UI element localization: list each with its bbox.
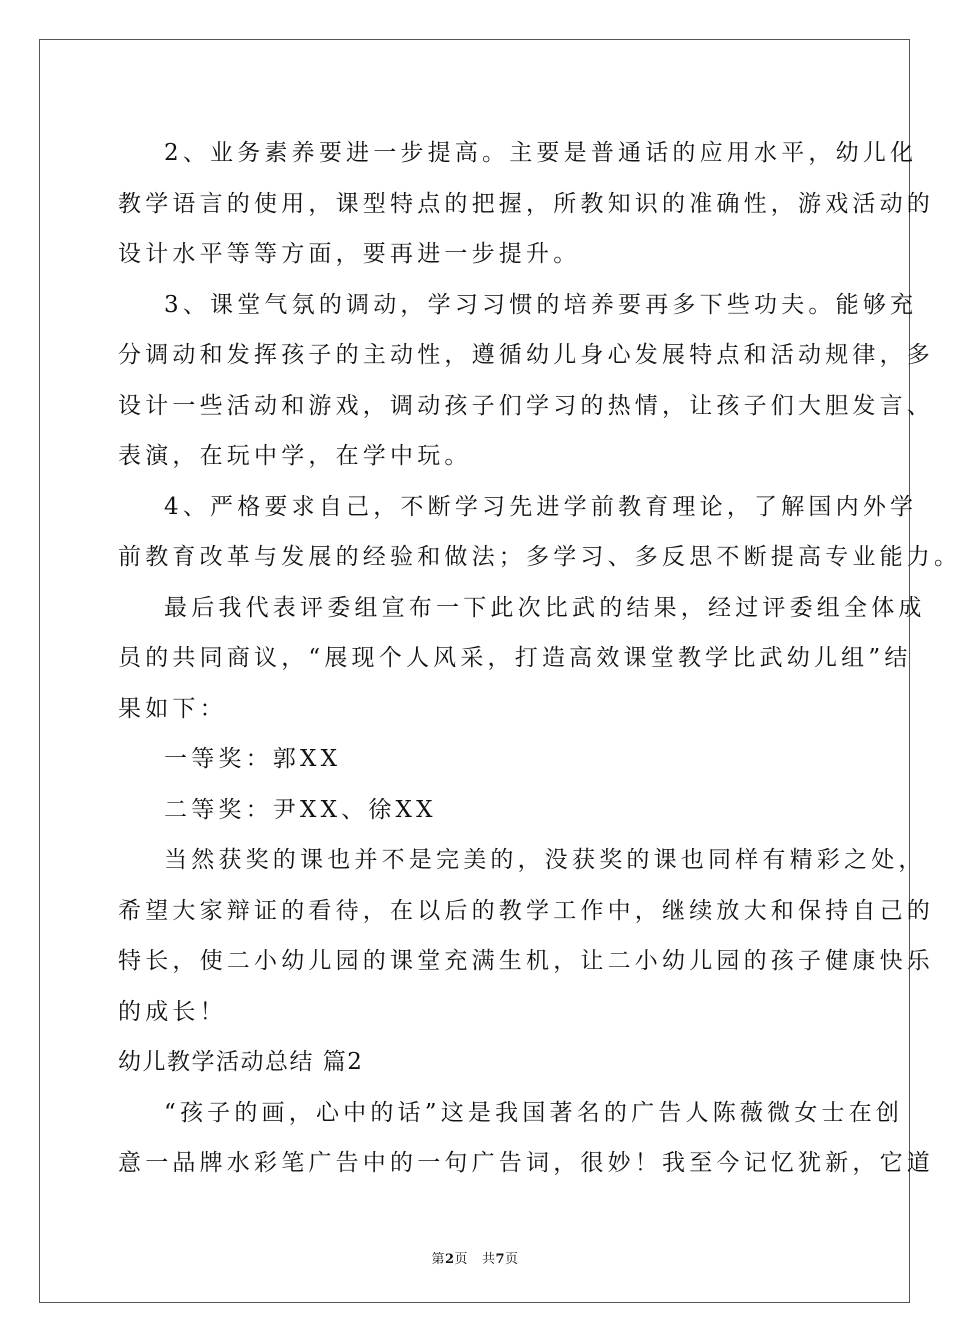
paragraph-line: 表演，在玩中学，在学中玩。 bbox=[118, 443, 472, 469]
paragraph-line: 前教育改革与发展的经验和做法；多学习、多反思不断提高专业能力。 bbox=[118, 544, 961, 570]
paragraph-line: “孩子的画，心中的话”这是我国著名的广告人陈薇微女士在创 bbox=[164, 1099, 904, 1126]
paragraph-line: 特长，使二小幼儿园的课堂充满生机，让二小幼儿园的孩子健康快乐 bbox=[118, 948, 934, 974]
total-prefix: 共 bbox=[481, 1252, 496, 1267]
paragraph-line: 设计水平等等方面，要再进一步提升。 bbox=[118, 241, 581, 267]
paragraph-line: 3、课堂气氛的调动，学习习惯的培养要再多下些功夫。能够充 bbox=[164, 291, 918, 318]
page-suffix: 页 bbox=[454, 1252, 469, 1267]
total-pages: 7 bbox=[495, 1252, 506, 1267]
document-body bbox=[118, 128, 961, 1189]
paragraph-line: 果如下： bbox=[118, 695, 227, 722]
paragraph-line: 设计一些活动和游戏，调动孩子们学习的热情，让孩子们大胆发言、 bbox=[118, 392, 934, 419]
paragraph-line: 2、业务素养要进一步提高。主要是普通话的应用水平，幼儿化 bbox=[164, 140, 918, 166]
section-heading: 幼儿教学活动总结 篇2 bbox=[118, 1049, 364, 1075]
paragraph-line: 意一品牌水彩笔广告中的一句广告词，很妙！我至今记忆犹新，它道 bbox=[118, 1150, 934, 1176]
award-second-prize: 二等奖：尹XX、徐XX bbox=[164, 796, 437, 823]
paragraph-line: 4、严格要求自己，不断学习先进学前教育理论，了解国内外学 bbox=[164, 493, 918, 520]
paragraph-line: 教学语言的使用，课型特点的把握，所教知识的准确性，游戏活动的 bbox=[118, 190, 934, 217]
paragraph-line: 希望大家辩证的看待，在以后的教学工作中，继续放大和保持自己的 bbox=[118, 897, 934, 924]
paragraph-line: 最后我代表评委组宣布一下此次比武的结果，经过评委组全体成 bbox=[164, 594, 926, 621]
paragraph-line: 员的共同商议，“展现个人风采，打造高效课堂教学比武幼儿组”结 bbox=[118, 645, 912, 671]
page-number: 2 bbox=[444, 1252, 455, 1267]
paragraph-line: 分调动和发挥孩子的主动性，遵循幼儿身心发展特点和活动规律，多 bbox=[118, 342, 934, 368]
award-first-prize: 一等奖：郭XX bbox=[164, 746, 342, 772]
paragraph-line: 的成长！ bbox=[118, 998, 227, 1025]
page-prefix: 第 bbox=[431, 1252, 445, 1267]
page-footer bbox=[0, 1248, 950, 1267]
total-suffix: 页 bbox=[505, 1252, 519, 1267]
paragraph-line: 当然获奖的课也并不是完美的，没获奖的课也同样有精彩之处， bbox=[164, 847, 926, 873]
